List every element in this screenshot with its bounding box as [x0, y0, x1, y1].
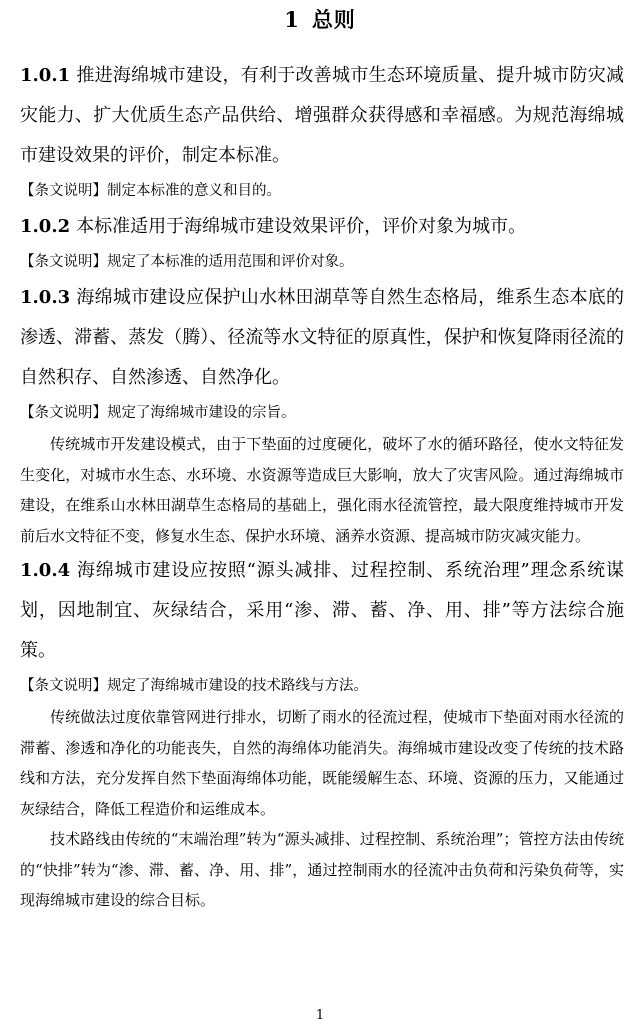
clause-note: 【条文说明】规定了本标准的适用范围和评价对象。: [20, 254, 354, 270]
explanation-paragraph: 传统做法过度依靠管网进行排水，切断了雨水的径流过程，使城市下垫面对雨水径流的滞蓄、渗透和净化的功能丧失，自然的海绵体功能消失。海绵城市建设改变了传统的技术路线和方法，充分发挥自然下垫面海绵体功能，既能缓解生态、环境、资源的压力，又能通过灰绿结合，降低工程造价和运维成本。: [20, 708, 624, 818]
clause-number: 1.0.2: [20, 216, 71, 237]
explanation-paragraph: 传统城市开发建设模式，由于下垫面的过度硬化，破坏了水的循环路径，使水文特征发生变化，对城市水生态、水环境、水资源等造成巨大影响，放大了灾害风险。通过海绵城市建设，在维系山水林田湖草生态格局的基础上，强化雨水径流管控，最大限度维持城市开发前后水文特征不变，修复水生态、保护水环境、涵养水资源、提高城市防灾减灾能力。: [20, 435, 624, 545]
clause-number: 1.0.4: [20, 560, 71, 581]
clause-1-0-3: [20, 278, 624, 398]
clause-text: 海绵城市建设应按照“源头减排、过程控制、系统治理”理念系统谋划，因地制宜、灰绿结合，采用“渗、滞、蓄、净、用、排”等方法综合施策。: [20, 560, 624, 661]
clause-note: 【条文说明】制定本标准的意义和目的。: [20, 183, 281, 199]
clause-text: 本标准适用于海绵城市建设效果评价，评价对象为城市。: [76, 216, 527, 237]
clause-text: 推进海绵城市建设，有利于改善城市生态环境质量、提升城市防灾减灾能力、扩大优质生态产品供给、增强群众获得感和幸福感。为规范海绵城市建设效果的评价，制定本标准。: [20, 65, 624, 166]
clause-1-0-1: [20, 56, 624, 176]
clause-1-0-4: [20, 551, 624, 671]
clause-number: 1.0.1: [20, 65, 71, 86]
chapter-title: [0, 4, 640, 34]
chapter-number: 1: [284, 7, 300, 32]
document-body: [20, 56, 624, 916]
clause-note: 【条文说明】规定了海绵城市建设的宗旨。: [20, 405, 296, 421]
chapter-title-text: 总则: [311, 7, 356, 32]
explanation-paragraph: 技术路线由传统的“末端治理”转为“源头减排、过程控制、系统治理”；管控方法由传统的“快排”转为“渗、滞、蓄、净、用、排”，通过控制雨水的径流冲击负荷和污染负荷等，实现海绵城市建设的综合目标。: [20, 830, 624, 909]
clause-number: 1.0.3: [20, 287, 71, 308]
clause-text: 海绵城市建设应保护山水林田湖草等自然生态格局，维系生态本底的渗透、滞蓄、蒸发（腾）、径流等水文特征的原真性，保护和恢复降雨径流的自然积存、自然渗透、自然净化。: [20, 287, 624, 388]
clause-1-0-2: [20, 207, 624, 247]
page-number: 1: [315, 1008, 325, 1023]
clause-note: 【条文说明】规定了海绵城市建设的技术路线与方法。: [20, 678, 368, 694]
